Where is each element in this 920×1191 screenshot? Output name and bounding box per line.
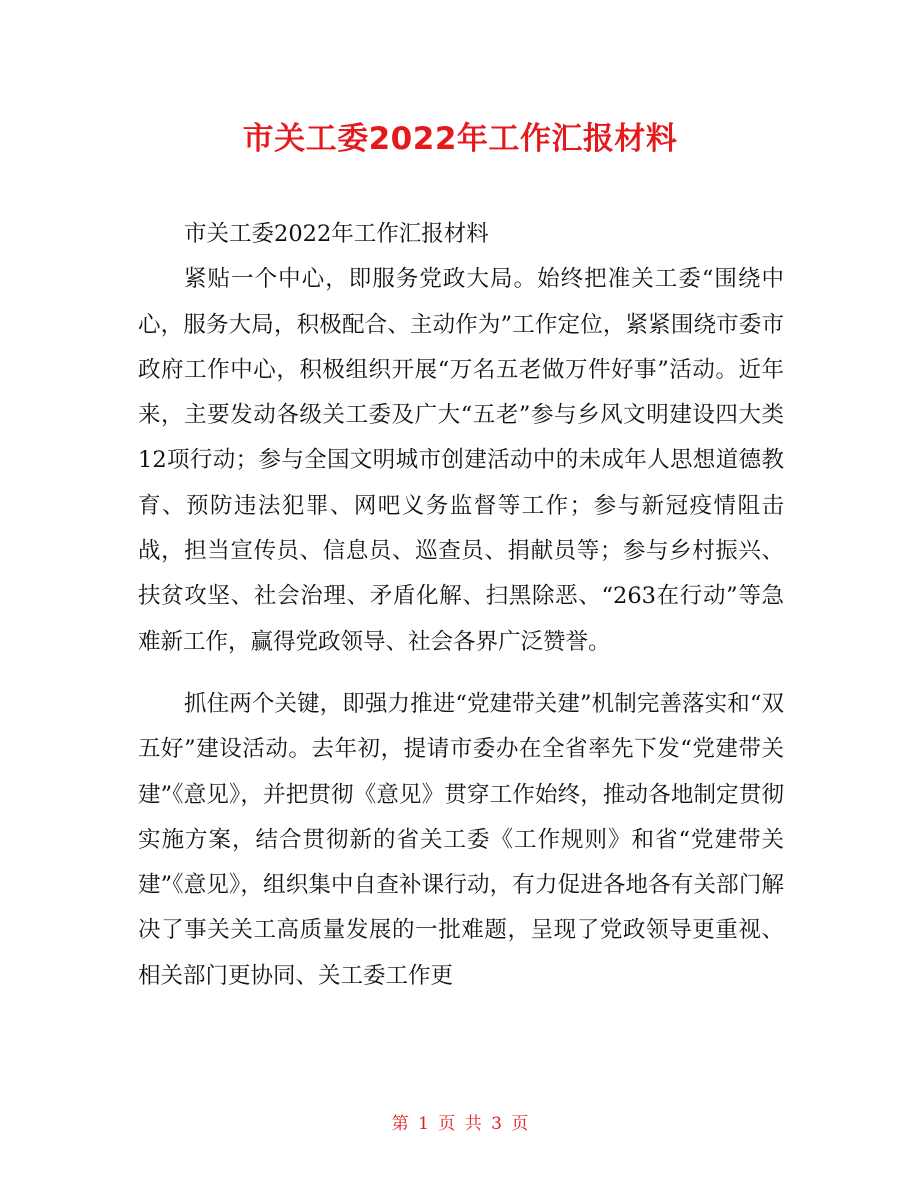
- paragraph-two-keys: 抓住两个关键，即强力推进“党建带关建”机制完善落实和“双五好”建设活动。去年初，提请市委办在全省率先下发“党建带关建”《意见》，并把贯彻《意见》贯穿工作始终，推动各地制定贯彻实施方案，结合贯彻新的省关工委《工作规则》和省“党建带关建”《意见》，组织集中自查补课行动，有力促进各地各有关部门解决了事关关工高质量发展的一批难题，呈现了党政领导更重视、相关部门更协同、关工委工作更: [138, 690, 784, 989]
- document-body: [138, 212, 784, 999]
- paragraph-one-center: 紧贴一个中心，即服务党政大局。始终把准关工委“围绕中心，服务大局，积极配合、主动作为”工作定位，紧紧围绕市委市政府工作中心，积极组织开展“万名五老做万件好事”活动。近年来，主要发动各级关工委及广大“五老”参与乡风文明建设四大类12项行动；参与全国文明城市创建活动中的未成年人思想道德教育、预防违法犯罪、网吧义务监督等工作；参与新冠疫情阻击战，担当宣传员、信息员、巡查员、捐献员等；参与乡村振兴、扶贫攻坚、社会治理、矛盾化解、扫黑除恶、“263在行动”等急难新工作，赢得党政领导、社会各界广泛赞誉。: [138, 266, 784, 655]
- document-title: 市关工委2022年工作汇报材料: [242, 121, 678, 157]
- paragraph-subtitle: 市关工委2022年工作汇报材料: [184, 221, 489, 247]
- page-indicator: 第 1 页 共 3 页: [391, 1114, 529, 1134]
